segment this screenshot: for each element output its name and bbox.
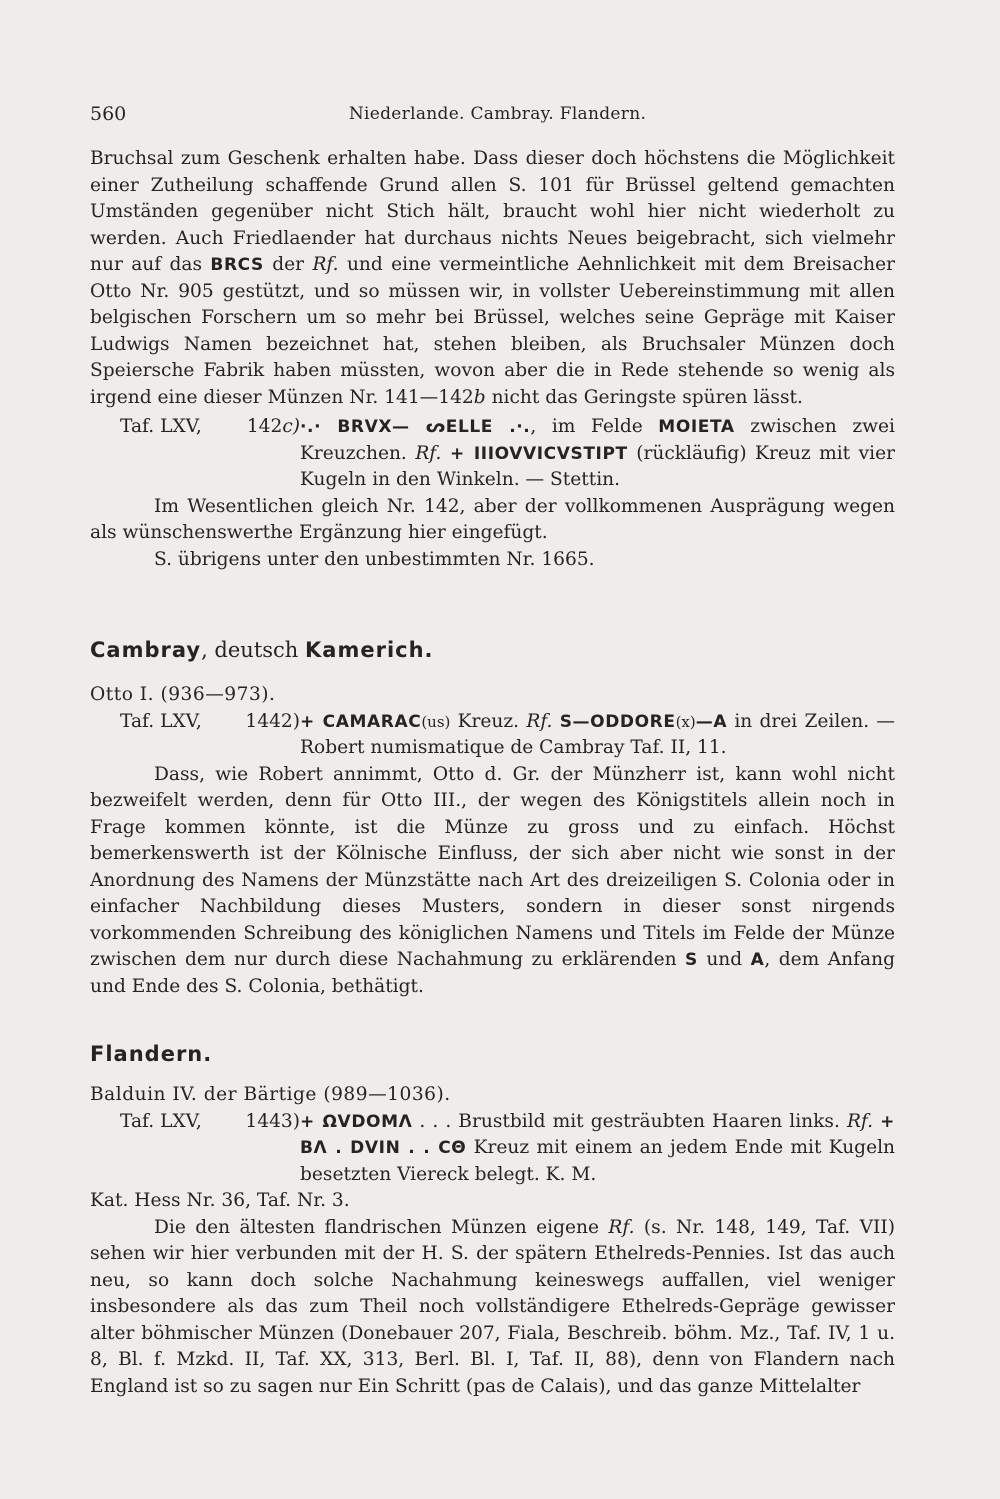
- cambray-body: [90, 682, 895, 1000]
- coin-legend: ·.· BRVX— ᔕELLE .·.: [300, 417, 531, 437]
- coin-legend: + CAMARAC: [300, 711, 422, 732]
- legend-brcs: BRCS: [210, 255, 264, 275]
- paragraph-flandern: Die den ältesten flandrischen Münzen eigene Rf. (s. Nr. 148, 149, Taf. VII) sehen wir hier verbunden mit der H. S. der spätern Ethelreds-Pennies. Ist das auch neu, so kann doch solche Nachahmung keineswegs auffallen, viel weniger insbesondere als das zum Theil noch vollständigere Ethelreds-Gepräge gewisser alter böhmischer Münzen (Donebauer 207, Fiala, Beschreib. böhm. Mz., Taf. IV, 1 u. 8, Bl. f. Mzkd. II, Taf. XX, 313, Berl. Bl. I, Taf. II, 88), denn von Flandern nach England ist so zu sagen nur Ein Schritt (pas de Calais), und das ganze Mittelalter: [90, 1216, 895, 1397]
- flandern-body: [90, 1082, 895, 1400]
- paragraph-cambray: Dass, wie Robert annimmt, Otto d. Gr. der Münzherr ist, kann wohl nicht bezweifelt werden, denn für Otto III., der wegen des Königstitels allein noch in Frage kommen könnte, ist die Münze zu gross und zu einfach. Höchst bemerkenswerth ist der Kölnische Einfluss, der sich aber nicht wie sonst in der Anordnung des Namens der Münzstätte nach Art des dreizeiligen S. Colonia oder in einfacher Nachbildung dieses Musters, sondern in dieser sonst nirgends vorkommenden Schreibung des königlichen Namens und Titels im Felde der Münze zwischen dem nur durch diese Nachahmung zu erklärenden S und A, dem Anfang und Ende des S. Colonia, bethätigt.: [90, 763, 895, 997]
- coin-legend: MOIETA: [658, 417, 735, 437]
- section-heading-flandern: Flandern.: [90, 1042, 213, 1066]
- catalogue-reference: Kat. Hess Nr. 36, Taf. Nr. 3.: [90, 1190, 350, 1211]
- paragraph-see-also: S. übrigens unter den unbestimmten Nr. 1665.: [154, 548, 595, 570]
- abbr-rf: Rf.: [846, 1110, 874, 1132]
- brussel-section: [90, 146, 895, 573]
- plate-reference: Taf. LXV, 1442): [120, 709, 300, 736]
- section-heading-cambray: Cambray, deutsch Kamerich.: [90, 638, 434, 662]
- coin-legend: S—ODDORE: [559, 711, 676, 732]
- coin-legend: + ΩVDOMΛ: [300, 1111, 413, 1132]
- flandern-heading-block: [90, 1041, 895, 1068]
- page-header: [90, 103, 905, 133]
- coin-legend: + BΛ . DVIN . . CΘ: [300, 1111, 895, 1158]
- ruler-balduin: Balduin IV. der Bärtige (989—1036).: [90, 1084, 451, 1105]
- abbr-rf: Rf.: [312, 254, 339, 275]
- ruler-otto: Otto I. (936—973).: [90, 684, 276, 705]
- entry-number: 142c): [246, 416, 300, 437]
- coin-entry-1443: Taf. LXV, 1443) + ΩVDOMΛ . . . Brustbild mit gesträubten Haaren links. Rf. + BΛ . DVIN . . CΘ Kreuz mit einem an jedem Ende mit Kugeln besetzten Viereck belegt. K. M.: [120, 1110, 895, 1185]
- entry-number: 1443): [245, 1110, 300, 1132]
- page-number: 560: [90, 103, 127, 125]
- entry-number: 1442): [245, 710, 300, 732]
- coin-legend: + IIIOVVICVSTIPT: [449, 443, 628, 464]
- abbr-rf: Rf.: [608, 1216, 635, 1238]
- paragraph-comment: Im Wesentlichen gleich Nr. 142, aber der vollkommenen Ausprägung wegen als wünschenswerthe Ergänzung hier eingefügt.: [90, 495, 895, 543]
- coin-entry-142c: Taf. LXV, 142c) ·.· BRVX— ᔕELLE .·., im Felde MOIETA zwischen zwei Kreuzchen. Rf. + IIIOVVICVSTIPT (rückläufig) Kreuz mit vier Kugeln in den Winkeln. — Stettin.: [120, 416, 895, 490]
- abbr-rf: Rf.: [526, 710, 553, 732]
- cambray-section: [90, 637, 895, 664]
- abbr-rf: Rf.: [415, 442, 442, 464]
- paragraph-brussel: Bruchsal zum Geschenk erhalten habe. Dass dieser doch höchstens die Möglichkeit einer Zutheilung schaffende Grund allen S. 101 für Brüssel geltend gemachten Umständen gegenüber nicht Stich hält, braucht wohl hier nicht wiederholt zu werden. Auch Friedlaender hat durchaus nichts Neues beigebracht, sich vielmehr nur auf das BRCS der Rf. und eine vermeintliche Aehnlichkeit mit dem Breisacher Otto Nr. 905 gestützt, und so müssen wir, in vollster Uebereinstimmung mit allen belgischen Forschern um so mehr bei Brüssel, welches seine Gepräge mit Kaiser Ludwigs Namen bezeichnet hat, stehen bleiben, als Bruchsaler Münzen doch Speiersche Fabrik haben müssten, wovon aber die in Rede stehende so wenig als irgend eine dieser Münzen Nr. 141—142b nicht das Geringste spüren lässt.: [90, 148, 895, 408]
- plate-reference: Taf. LXV, 1443): [120, 1109, 300, 1136]
- coin-entry-1442: Taf. LXV, 1442) + CAMARAC(us) Kreuz. Rf. S—ODDORE(x)—A in drei Zeilen. — Robert numismatique de Cambray Taf. II, 11.: [120, 710, 895, 758]
- running-title: Niederlande. Cambray. Flandern.: [348, 104, 647, 124]
- plate-reference: Taf. LXV, 142c): [120, 414, 300, 441]
